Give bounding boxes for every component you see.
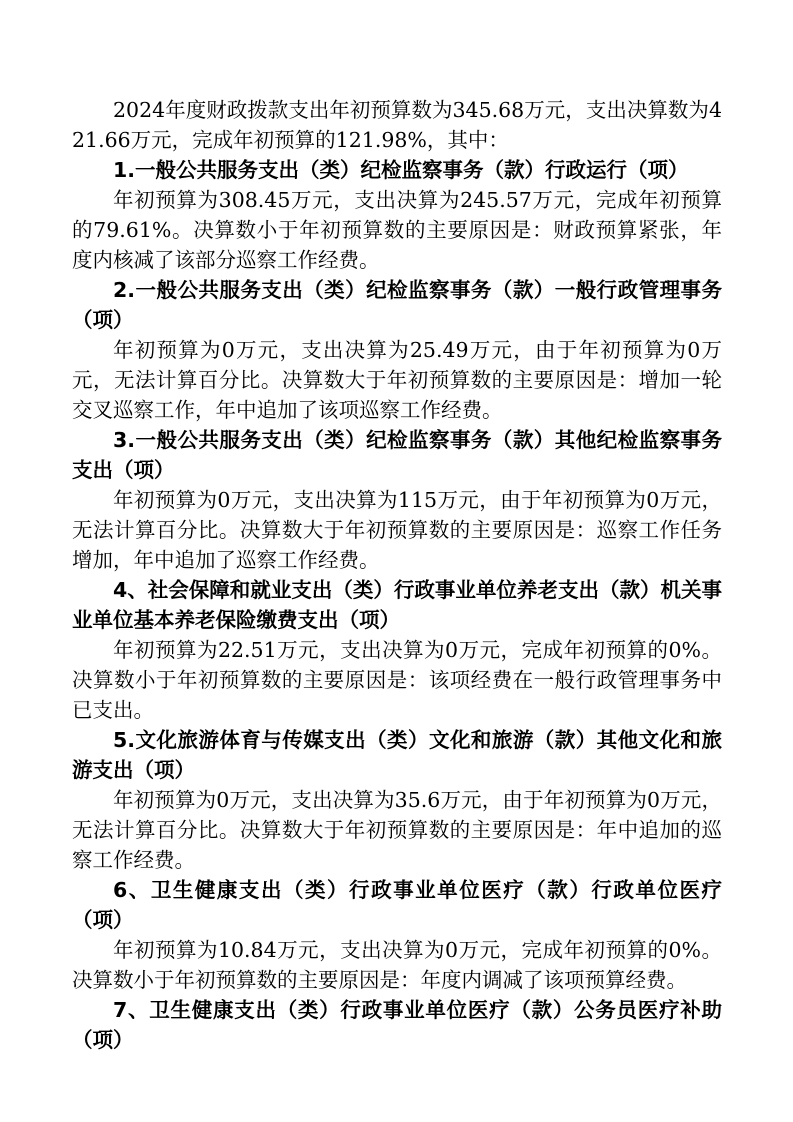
item-3-body: 年初预算为0万元，支出决算为115万元，由于年初预算为0万元，无法计算百分比。决算数大于年初预算数的主要原因是：巡察工作任务增加，年中追加了巡察工作经费。 bbox=[72, 488, 722, 572]
document-page bbox=[72, 95, 722, 1055]
item-1-heading: 1.一般公共服务支出（类）纪检监察事务（款）行政运行（项） bbox=[113, 158, 689, 182]
item-4-heading: 4、社会保障和就业支出（类）行政事业单位养老支出（款）机关事业单位基本养老保险缴费支出（项） bbox=[72, 578, 722, 632]
intro-paragraph: 2024年度财政拨款支出年初预算数为345.68万元，支出决算数为421.66万元，完成年初预算的121.98%，其中： bbox=[72, 98, 722, 152]
item-2-body: 年初预算为0万元，支出决算为25.49万元，由于年初预算为0万元，无法计算百分比。决算数大于年初预算数的主要原因是：增加一轮交叉巡察工作，年中追加了该项巡察工作经费。 bbox=[72, 338, 722, 422]
item-5-heading: 5.文化旅游体育与传媒支出（类）文化和旅游（款）其他文化和旅游支出（项） bbox=[72, 728, 722, 782]
item-6-body: 年初预算为10.84万元，支出决算为0万元，完成年初预算的0%。决算数小于年初预算数的主要原因是：年度内调减了该项预算经费。 bbox=[72, 938, 722, 992]
item-3-heading: 3.一般公共服务支出（类）纪检监察事务（款）其他纪检监察事务支出（项） bbox=[72, 428, 722, 482]
item-6-heading: 6、卫生健康支出（类）行政事业单位医疗（款）行政单位医疗（项） bbox=[72, 878, 722, 932]
item-2-heading: 2.一般公共服务支出（类）纪检监察事务（款）一般行政管理事务（项） bbox=[72, 278, 722, 332]
item-1-body: 年初预算为308.45万元，支出决算为245.57万元，完成年初预算的79.61%。决算数小于年初预算数的主要原因是：财政预算紧张，年度内核减了该部分巡察工作经费。 bbox=[72, 188, 722, 272]
item-4-body: 年初预算为22.51万元，支出决算为0万元，完成年初预算的0%。决算数小于年初预算数的主要原因是：该项经费在一般行政管理事务中已支出。 bbox=[72, 638, 722, 722]
item-7-heading: 7、卫生健康支出（类）行政事业单位医疗（款）公务员医疗补助（项） bbox=[72, 998, 722, 1052]
item-5-body: 年初预算为0万元，支出决算为35.6万元，由于年初预算为0万元，无法计算百分比。决算数大于年初预算数的主要原因是：年中追加的巡察工作经费。 bbox=[72, 788, 722, 872]
